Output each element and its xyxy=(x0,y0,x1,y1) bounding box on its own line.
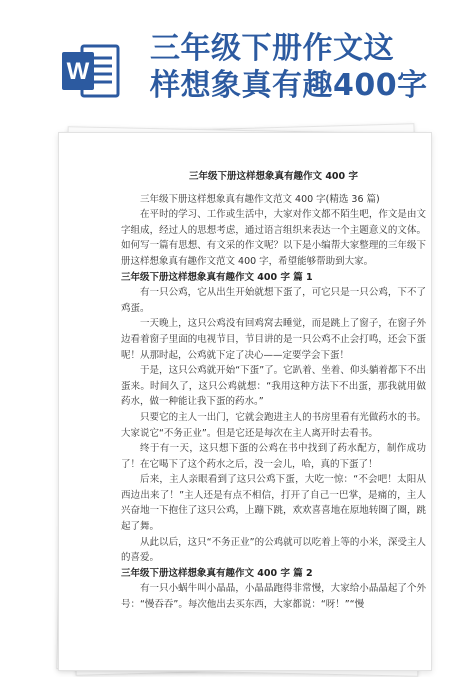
word-document-icon xyxy=(60,40,122,102)
banner xyxy=(0,0,474,120)
document-content xyxy=(121,169,426,613)
section-1-paragraph: 终于有一天，这只想下蛋的公鸡在书中找到了药水配方，制作成功了！在它喝下了这个药水之后，没一会儿，哈，真的下蛋了！ xyxy=(121,443,426,470)
banner-title xyxy=(150,30,470,104)
section-1-paragraph: 于是，这只公鸡就开始“下蛋”了。它趴着、坐着、仰头躺着都下不出蛋来。时间久了，这只公鸡就想：“我用这种方法下不出蛋，那我就用做药水，做一种能让我下蛋的药水。” xyxy=(121,365,426,408)
section-1-paragraph: 有一只公鸡，它从出生开始就想下蛋了，可它只是一只公鸡，下不了鸡蛋。 xyxy=(121,287,426,314)
section-1-paragraph: 后来，主人亲眼看到了这只公鸡下蛋，大吃一惊：“不会吧！太阳从西边出来了！”主人还是有点不相信，打开了自己一巴掌，是痛的，主人兴奋地一下抱住了这只公鸡，上蹦下跳，欢欢喜喜地在原地转圈了圈，跳起了舞。 xyxy=(121,474,426,533)
section-heading-1: 三年级下册这样想象真有趣作文 400 字 篇 1 xyxy=(121,271,313,283)
section-heading-2: 三年级下册这样想象真有趣作文 400 字 篇 2 xyxy=(121,567,313,579)
section-2-paragraph: 有一只小蜗牛叫小晶晶，小晶晶跑得非常慢，大家给小晶晶起了个外号：“慢吞吞”。每次他出去买东西，大家都说：“呀！”“慢 xyxy=(121,583,426,611)
section-1-paragraph: 只要它的主人一出门，它就会跑进主人的书房里看有光做药水的书。大家说它“不务正业”。但是它还是每次在主人离开时去看书。 xyxy=(121,411,426,439)
word-icon-letter: W xyxy=(66,58,90,85)
banner-title-line-2: 样想象真有趣400字 xyxy=(150,68,428,103)
intro-line: 三年级下册这样想象真有趣作文范文 400 字(精选 36 篇) xyxy=(140,193,380,205)
intro-paragraph: 在平时的学习、工作或生活中，大家对作文都不陌生吧，作文是由文字组成，经过人的思想考虑，通过语言组织来表达一个主题意义的文体。如何写一篇有思想、有文采的作文呢？以下是小编帮大家整理的三年级下册这样想象真有趣作文范文 400 字，希望能够帮助到大家。 xyxy=(121,209,426,267)
document-preview xyxy=(58,128,430,669)
section-1-paragraph: 一天晚上，这只公鸡没有回鸡窝去睡觉，而是跳上了窗子，在窗子外边看着窗子里面的电视节目，节目讲的是一只公鸡不止会打鸣，还会下蛋呢！从那时起，公鸡就下定了决心——定要学会下蛋！ xyxy=(121,318,426,361)
section-1-paragraph: 从此以后，这只“不务正业”的公鸡就可以吃着上等的小米，深受主人的喜爱。 xyxy=(121,536,426,564)
document-title: 三年级下册这样想象真有趣作文 400 字 xyxy=(189,171,358,182)
banner-title-line-1: 三年级下册作文这 xyxy=(150,31,394,66)
document-page xyxy=(58,132,432,671)
